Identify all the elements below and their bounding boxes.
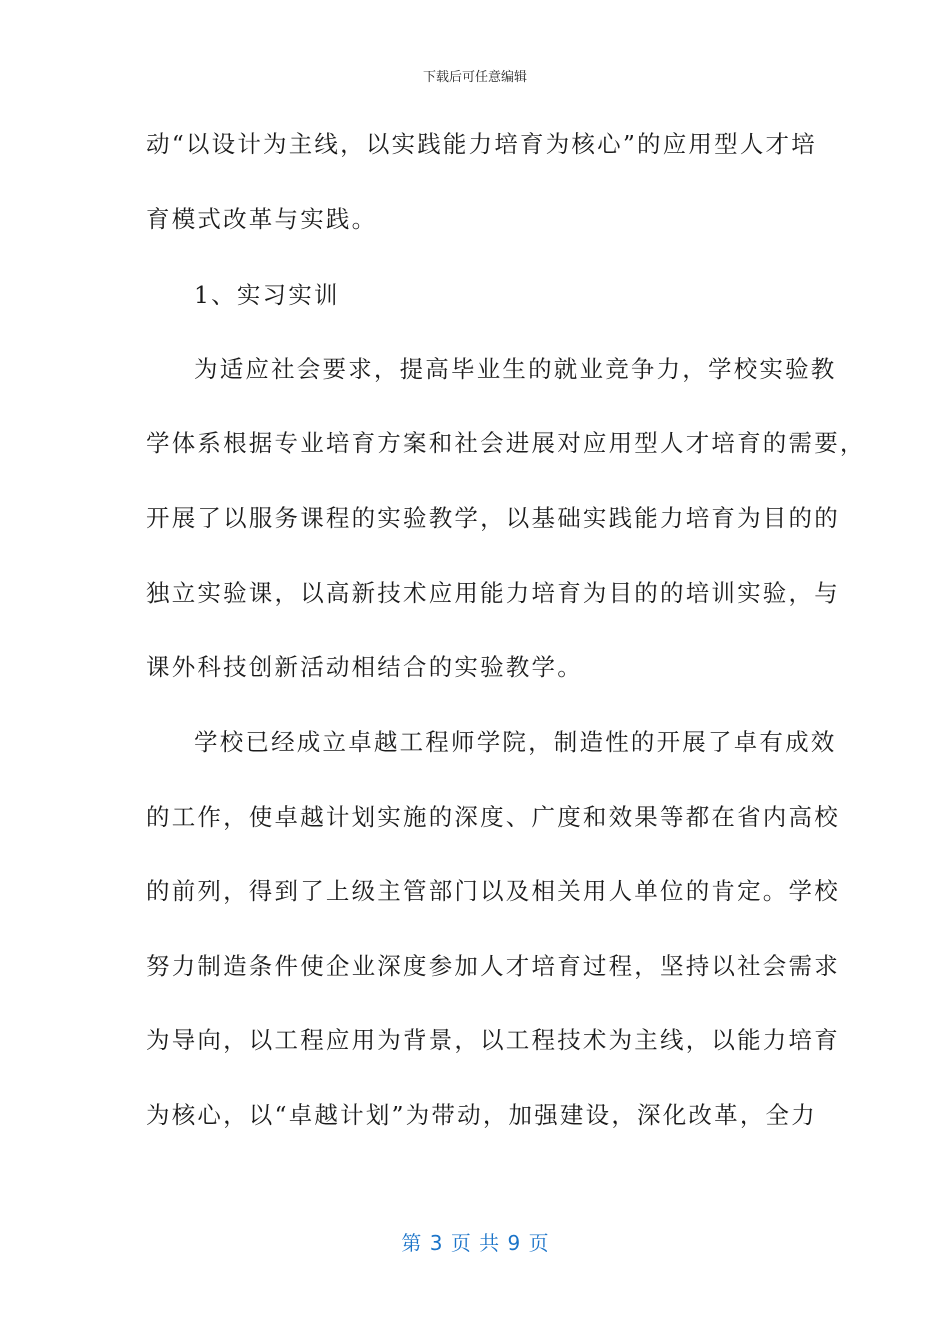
section-heading: 1、实习实训 <box>194 281 340 309</box>
text-line: 的工作，使卓越计划实施的深度、广度和效果等都在省内高校 <box>146 803 840 831</box>
text-line: 为导向，以工程应用为背景，以工程技术为主线，以能力培育 <box>146 1026 840 1054</box>
text-line: 的前列，得到了上级主管部门以及相关用人单位的肯定。学校 <box>146 877 840 905</box>
text-line: 动“以设计为主线，以实践能力培育为核心”的应用型人才培 <box>146 130 817 158</box>
text-line: 育模式改革与实践。 <box>146 205 378 233</box>
text-line: 为核心，以“卓越计划”为带动，加强建设，深化改革，全力 <box>146 1101 817 1129</box>
page-header-note: 下载后可任意编辑 <box>422 70 527 85</box>
text-line: 课外科技创新活动相结合的实验教学。 <box>146 653 583 681</box>
text-line: 学体系根据专业培育方案和社会进展对应用型人才培育的需要， <box>146 429 866 457</box>
text-line: 开展了以服务课程的实验教学，以基础实践能力培育为目的的 <box>146 504 840 532</box>
text-line: 努力制造条件使企业深度参加人才培育过程，坚持以社会需求 <box>146 952 840 980</box>
text-line: 为适应社会要求，提高毕业生的就业竞争力，学校实验教 <box>194 355 837 383</box>
page-number-footer: 第 3 页 共 9 页 <box>401 1231 549 1255</box>
text-line: 独立实验课，以高新技术应用能力培育为目的的培训实验，与 <box>146 579 840 607</box>
text-line: 学校已经成立卓越工程师学院，制造性的开展了卓有成效 <box>194 728 837 756</box>
